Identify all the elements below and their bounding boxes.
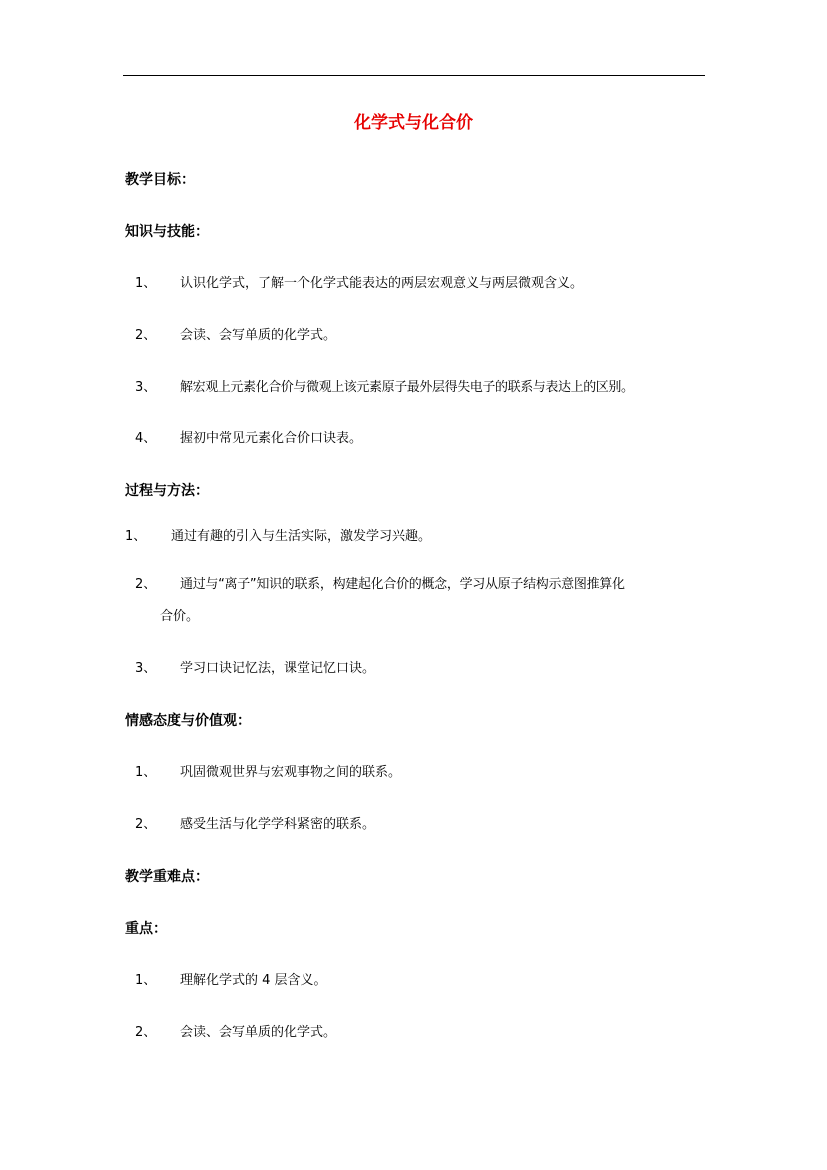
item-text-continued: 合价。 bbox=[160, 609, 200, 624]
item-number: 1、 bbox=[135, 765, 157, 780]
item-text: 会读、会写单质的化学式。 bbox=[180, 1025, 337, 1040]
item-number: 2、 bbox=[135, 577, 157, 592]
item-text: 学习口诀记忆法，课堂记忆口诀。 bbox=[180, 661, 376, 676]
item-number: 4、 bbox=[135, 431, 157, 446]
item-text: 通过有趣的引入与生活实际，激发学习兴趣。 bbox=[171, 529, 432, 544]
heading-knowledge: 知识与技能： bbox=[125, 224, 209, 240]
item-text: 通过与“离子”知识的联系，构建起化合价的概念，学习从原子结构示意图推算化 bbox=[180, 577, 625, 592]
heading-emotion: 情感态度与价值观： bbox=[125, 713, 251, 729]
item-text: 解宏观上元素化合价与微观上该元素原子最外层得失电子的联系与表达上的区别。 bbox=[180, 380, 634, 395]
heading-objectives: 教学目标： bbox=[125, 172, 195, 188]
heading-key: 重点： bbox=[125, 921, 167, 937]
item-number: 3、 bbox=[135, 661, 157, 676]
item-text: 感受生活与化学学科紧密的联系。 bbox=[180, 817, 376, 832]
page-title: 化学式与化合价 bbox=[354, 113, 473, 133]
item-number: 3、 bbox=[135, 380, 157, 395]
item-text: 巩固微观世界与宏观事物之间的联系。 bbox=[180, 765, 402, 780]
item-text: 会读、会写单质的化学式。 bbox=[180, 328, 337, 343]
item-number: 2、 bbox=[135, 328, 157, 343]
item-text: 握初中常见元素化合价口诀表。 bbox=[180, 431, 363, 446]
item-number: 2、 bbox=[135, 817, 157, 832]
item-number: 1、 bbox=[125, 529, 147, 544]
item-number: 1、 bbox=[135, 973, 157, 988]
heading-process: 过程与方法： bbox=[125, 483, 209, 499]
heading-key-difficult: 教学重难点： bbox=[125, 869, 209, 885]
item-text: 认识化学式，了解一个化学式能表达的两层宏观意义与两层微观含义。 bbox=[180, 276, 584, 291]
item-number: 1、 bbox=[135, 276, 157, 291]
header-rule bbox=[123, 75, 705, 76]
item-text: 理解化学式的 4 层含义。 bbox=[180, 973, 327, 988]
item-number: 2、 bbox=[135, 1025, 157, 1040]
